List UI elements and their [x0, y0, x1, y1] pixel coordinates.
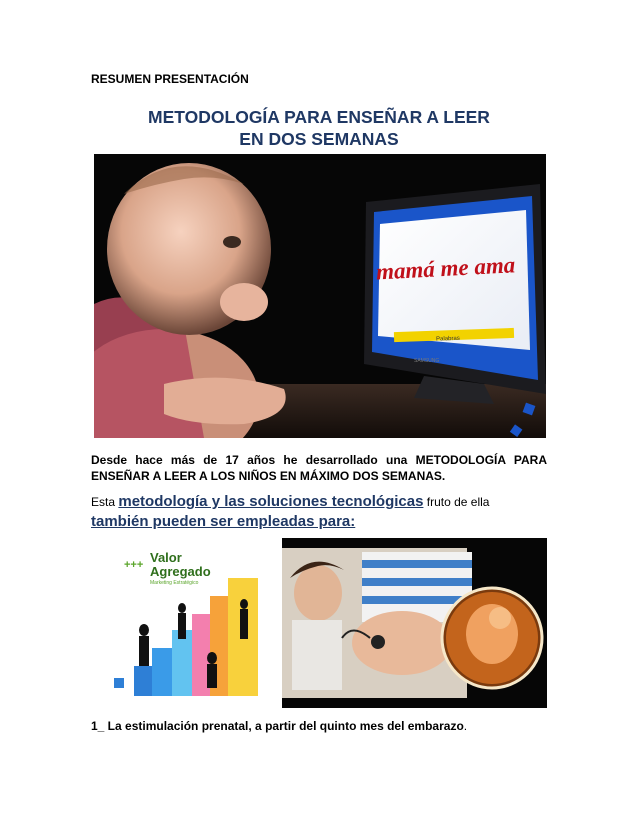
uses-paragraph [91, 492, 549, 532]
screen-bar-text: Palabras [436, 335, 460, 343]
title-line-2: EN DOS SEMANAS [239, 129, 399, 149]
intro-paragraph: Desde hace más de 17 años he desarrollado una METODOLOGÍA PARA ENSEÑAR A LEER A LOS NIÑOS EN MÁXIMO DOS SEMANAS. [91, 453, 547, 483]
uses-part-4: también pueden ser empleadas para: [91, 513, 356, 530]
list-item-1 [91, 719, 467, 733]
list-item-1-text: 1_ La estimulación prenatal, a partir del quinto mes del embarazo [91, 719, 464, 733]
monitor-brand: SAMSUNG [414, 358, 440, 364]
svg-text:+++: +++ [124, 559, 144, 571]
list-item-1-end: . [463, 719, 468, 733]
document-kicker: RESUMEN PRESENTACIÓN [91, 72, 249, 86]
uses-part-3: fruto de ella [423, 495, 490, 509]
title-line-1: METODOLOGÍA PARA ENSEÑAR A LEER [148, 107, 490, 127]
uses-part-2: metodología y las soluciones tecnológicas [118, 493, 424, 510]
prenatal-illustration [282, 538, 547, 708]
valor-agregado-illustration [94, 538, 280, 708]
document-title [91, 106, 547, 150]
hero-photo-baby-monitor [94, 154, 546, 438]
screen-text: mamá me ama [375, 252, 516, 285]
valor-title-1: Valor [150, 550, 182, 565]
valor-subtitle: Marketing Estratégico [150, 580, 199, 586]
valor-agregado-image [94, 538, 280, 708]
valor-title-2: Agregado [150, 564, 211, 579]
uses-part-1: Esta [91, 495, 119, 509]
prenatal-photo [282, 538, 547, 708]
hero-illustration [94, 154, 546, 438]
